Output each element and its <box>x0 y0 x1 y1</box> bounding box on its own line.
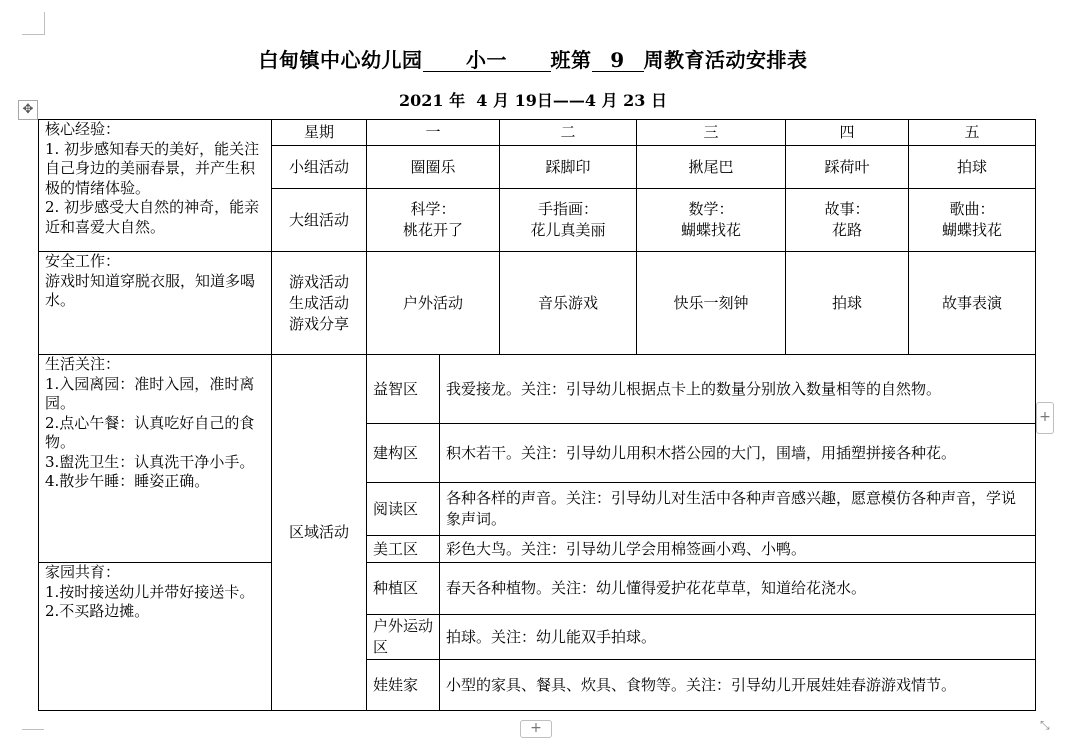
activity-schedule-table <box>38 119 1036 711</box>
safety-work-cell[interactable] <box>39 252 272 355</box>
small-group-wed[interactable]: 揪尾巴 <box>637 146 786 189</box>
day-header-wed[interactable]: 三 <box>637 120 786 146</box>
page-corner-marker <box>22 12 45 35</box>
table-resize-corner-icon[interactable]: ⤡ <box>1040 718 1050 732</box>
safety-work-heading: 安全工作： <box>45 252 121 270</box>
large-group-topic: 花路 <box>832 221 863 239</box>
safety-work-text: 游戏时知道穿脱衣服，知道多喝水。 <box>45 271 256 309</box>
home-school-cell[interactable] <box>39 563 272 711</box>
life-focus-item: 1.入园离园：准时入园，准时离园。 <box>45 374 255 412</box>
date-year: 2021 <box>398 91 444 110</box>
large-group-label[interactable]: 大组活动 <box>272 189 367 252</box>
date-month-label-2: 月 <box>601 91 618 110</box>
day-header-mon[interactable]: 一 <box>367 120 500 146</box>
life-focus-item: 3.盥洗卫生：认真洗干净小手。 <box>45 452 255 471</box>
large-group-thu[interactable] <box>786 189 909 252</box>
week-number: 9 <box>592 49 644 72</box>
date-end-day: 23 <box>623 91 646 110</box>
date-end-month: 4 <box>584 91 596 110</box>
area-zone-name[interactable]: 种植区 <box>367 563 440 615</box>
game-fri[interactable]: 故事表演 <box>909 252 1036 355</box>
date-start-day: 19 <box>514 91 537 110</box>
area-zone-desc[interactable]: 各种各样的声音。关注：引导幼儿对生活中各种声音感兴趣，愿意模仿各种声音，学说象声词。 <box>440 483 1036 536</box>
small-group-fri[interactable]: 拍球 <box>909 146 1036 189</box>
area-activity-label[interactable]: 区域活动 <box>272 355 367 711</box>
weekday-header-label[interactable]: 星期 <box>272 120 367 146</box>
class-name: 小一 <box>423 49 551 72</box>
life-focus-heading: 生活关注： <box>45 355 121 373</box>
area-zone-desc[interactable]: 拍球。关注：幼儿能双手拍球。 <box>440 615 1036 660</box>
game-wed[interactable]: 快乐一刻钟 <box>637 252 786 355</box>
large-group-subject: 歌曲： <box>949 200 995 218</box>
area-zone-name[interactable]: 娃娃家 <box>367 660 440 711</box>
date-day-label-2: 日 <box>651 91 668 110</box>
core-experience-cell[interactable] <box>39 120 272 252</box>
home-school-heading: 家园共育： <box>45 563 121 581</box>
date-day-label: 日 <box>536 91 553 110</box>
area-zone-name[interactable]: 阅读区 <box>367 483 440 536</box>
core-experience-heading: 核心经验： <box>45 120 121 138</box>
area-zone-name[interactable]: 益智区 <box>367 355 440 424</box>
home-school-item: 2.不买路边摊。 <box>45 602 150 620</box>
life-focus-item: 4.散步午睡：睡姿正确。 <box>45 472 210 490</box>
large-group-fri[interactable] <box>909 189 1036 252</box>
game-label-line: 游戏分享 <box>288 314 349 333</box>
game-label-line: 游戏活动 <box>288 272 349 291</box>
game-mon[interactable]: 户外活动 <box>367 252 500 355</box>
area-zone-desc[interactable]: 积木若干。关注：引导幼儿用积木搭公园的大门，围墙，用插塑拼接各种花。 <box>440 424 1036 483</box>
core-experience-item: 1. 初步感知春天的美好，能关注自己身边的美丽春景，并产生积极的情绪体验。 <box>45 139 260 197</box>
area-zone-desc[interactable]: 小型的家具、餐具、炊具、食物等。关注：引导幼儿开展娃娃春游游戏情节。 <box>440 660 1036 711</box>
small-group-tue[interactable]: 踩脚印 <box>500 146 637 189</box>
page-title <box>0 44 1066 73</box>
area-zone-name[interactable]: 建构区 <box>367 424 440 483</box>
area-zone-desc[interactable]: 彩色大鸟。关注：引导幼儿学会用棉签画小鸡、小鸭。 <box>440 536 1036 563</box>
large-group-subject: 故事： <box>824 200 870 218</box>
home-school-item: 1.按时接送幼儿并带好接送卡。 <box>45 582 255 601</box>
large-group-topic: 花儿真美丽 <box>530 221 606 239</box>
add-row-plus-icon[interactable]: + <box>520 720 552 738</box>
area-zone-name[interactable]: 美工区 <box>367 536 440 563</box>
large-group-subject: 手指画： <box>538 200 599 218</box>
add-column-plus-icon[interactable]: + <box>1036 402 1054 434</box>
game-label-line: 生成活动 <box>288 293 349 312</box>
core-experience-item: 2. 初步感受大自然的神奇，能亲近和喜爱大自然。 <box>45 198 260 236</box>
area-zone-name[interactable]: 户外运动区 <box>367 615 440 660</box>
large-group-mon[interactable] <box>367 189 500 252</box>
small-group-label[interactable]: 小组活动 <box>272 146 367 189</box>
small-group-mon[interactable]: 圈圈乐 <box>367 146 500 189</box>
class-suffix: 班第 <box>550 48 592 72</box>
large-group-subject: 科学： <box>410 200 456 218</box>
large-group-tue[interactable] <box>500 189 637 252</box>
game-thu[interactable]: 拍球 <box>786 252 909 355</box>
title-suffix: 周教育活动安排表 <box>643 48 808 72</box>
large-group-topic: 桃花开了 <box>403 221 464 239</box>
day-header-thu[interactable]: 四 <box>786 120 909 146</box>
large-group-topic: 蝴蝶找花 <box>942 221 1003 239</box>
large-group-topic: 蝴蝶找花 <box>681 221 742 239</box>
game-tue[interactable]: 音乐游戏 <box>500 252 637 355</box>
day-header-tue[interactable]: 二 <box>500 120 637 146</box>
table-move-handle-icon[interactable]: ✥ <box>18 100 38 120</box>
large-group-wed[interactable] <box>637 189 786 252</box>
day-header-fri[interactable]: 五 <box>909 120 1036 146</box>
life-focus-cell[interactable] <box>39 355 272 563</box>
game-activity-label[interactable] <box>272 252 367 355</box>
small-group-thu[interactable]: 踩荷叶 <box>786 146 909 189</box>
date-month-label: 月 <box>492 91 509 110</box>
date-dash: —— <box>552 91 585 110</box>
area-zone-desc[interactable]: 我爱接龙。关注：引导幼儿根据点卡上的数量分别放入数量相等的自然物。 <box>440 355 1036 424</box>
life-focus-item: 2.点心午餐：认真吃好自己的食物。 <box>45 413 255 451</box>
area-zone-desc[interactable]: 春天各种植物。关注：幼儿懂得爱护花花草草，知道给花浇水。 <box>440 563 1036 615</box>
date-year-label: 年 <box>449 91 466 110</box>
large-group-subject: 数学： <box>688 200 734 218</box>
date-range <box>0 88 1066 111</box>
date-start-month: 4 <box>476 91 488 110</box>
school-name: 白甸镇中心幼儿园 <box>258 48 423 72</box>
